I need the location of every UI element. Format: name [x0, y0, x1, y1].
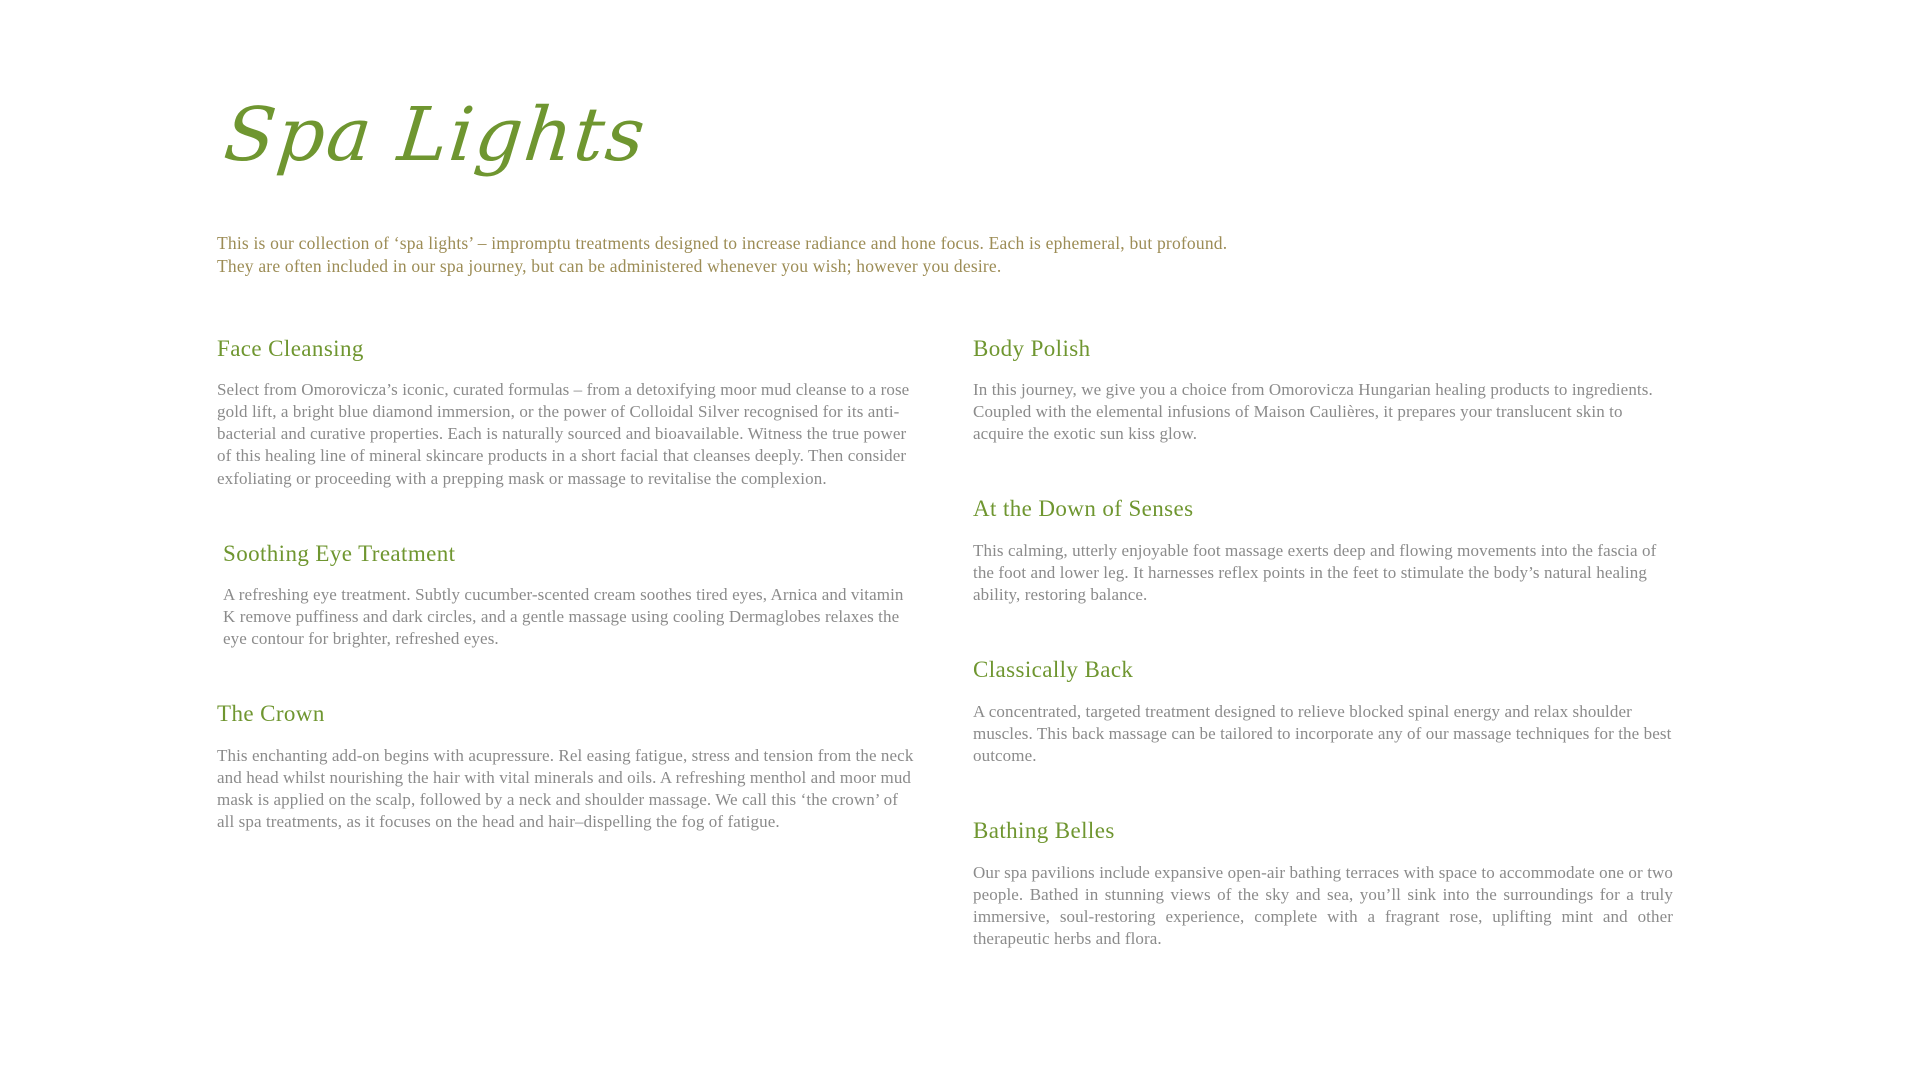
spa-menu-page: [217, 60, 1677, 950]
treatments-column-left: [217, 335, 917, 951]
intro-paragraph: [217, 232, 1487, 279]
treatments-column-right: [973, 335, 1673, 951]
treatment-section-face-cleansing: [217, 335, 917, 490]
spa-lights-logo: [217, 60, 1693, 210]
treatment-title: The Crown: [217, 701, 325, 727]
treatment-title: At the Down of Senses: [973, 496, 1194, 522]
intro-line-2: They are often included in our spa journey, but can be administered whenever you wish; however you desire.: [217, 256, 1002, 277]
treatment-section-soothing-eye-treatment: [223, 540, 917, 651]
treatment-description: This calming, utterly enjoyable foot massage exerts deep and flowing movements into the fascia of the foot and lower leg. It harnesses reflex points in the feet to stimulate the body’s natural healing ability, restoring balance.: [973, 541, 1657, 605]
treatment-description: A refreshing eye treatment. Subtly cucumber-scented cream soothes tired eyes, Arnica and vitamin K remove puffiness and dark circles, and a gentle massage using cooling Dermaglobes relaxes the eye contour for brighter, refreshed eyes.: [223, 585, 904, 649]
logo-text: Spa Lights: [220, 91, 651, 178]
treatment-title: Classically Back: [973, 657, 1134, 683]
treatments-columns: [217, 335, 1677, 951]
treatment-description: A concentrated, targeted treatment designed to relieve blocked spinal energy and relax shoulder muscles. This back massage can be tailored to incorporate any of our massage techniques for the best outcome.: [973, 701, 1672, 766]
treatment-description: This enchanting add-on begins with acupressure. Rel easing fatigue, stress and tension from the neck and head whilst nourishing the hair with vital minerals and oils. A refreshing menthol and moor mud mask is applied on the scalp, followed by a neck and shoulder massage. We call this ‘the crown’ of all spa treatments, as it focuses on the head and hair–dispelling the fog of fatigue.: [217, 746, 914, 832]
treatment-title: Soothing Eye Treatment: [223, 540, 456, 566]
treatment-description: Select from Omorovicza’s iconic, curated formulas – from a detoxifying moor mud cleanse to a rose gold lift, a bright blue diamond immersion, or the power of Colloidal Silver recognised for its anti-bacterial and curative properties. Each is naturally sourced and bioavailable. Witness the true power of this healing line of mineral skincare products in a short facial that cleanses deeply. Then consider exfoliating or proceeding with a prepping mask or massage to revitalise the complexion.: [217, 380, 910, 488]
treatment-section-classically-back: [973, 656, 1673, 767]
treatment-title: Bathing Belles: [973, 818, 1115, 844]
intro-line-1: This is our collection of ‘spa lights’ – impromptu treatments designed to increase radiance and hone focus. Each is ephemeral, but profound.: [217, 233, 1228, 253]
treatment-section-bathing-belles: [973, 817, 1673, 950]
treatment-description: Our spa pavilions include expansive open-air bathing terraces with space to accommodate one or two people. Bathed in stunning views of the sky and sea, you’ll sink into the surroundings for a truly immersive, soul-restoring experience, complete with a fragrant rose, uplifting mint and other therapeutic herbs and flora.: [973, 862, 1673, 949]
treatment-description: In this journey, we give you a choice from Omorovicza Hungarian healing products to ingredients. Coupled with the elemental infusions of Maison Caulières, it prepares your translucent skin to acquire the exotic sun kiss glow.: [973, 380, 1653, 444]
treatment-section-the-crown: [217, 700, 917, 833]
treatment-title: Face Cleansing: [217, 335, 364, 361]
treatment-section-body-polish: [973, 335, 1673, 446]
treatment-title: Body Polish: [973, 335, 1091, 361]
treatment-section-at-the-down-of-senses: [973, 495, 1673, 606]
